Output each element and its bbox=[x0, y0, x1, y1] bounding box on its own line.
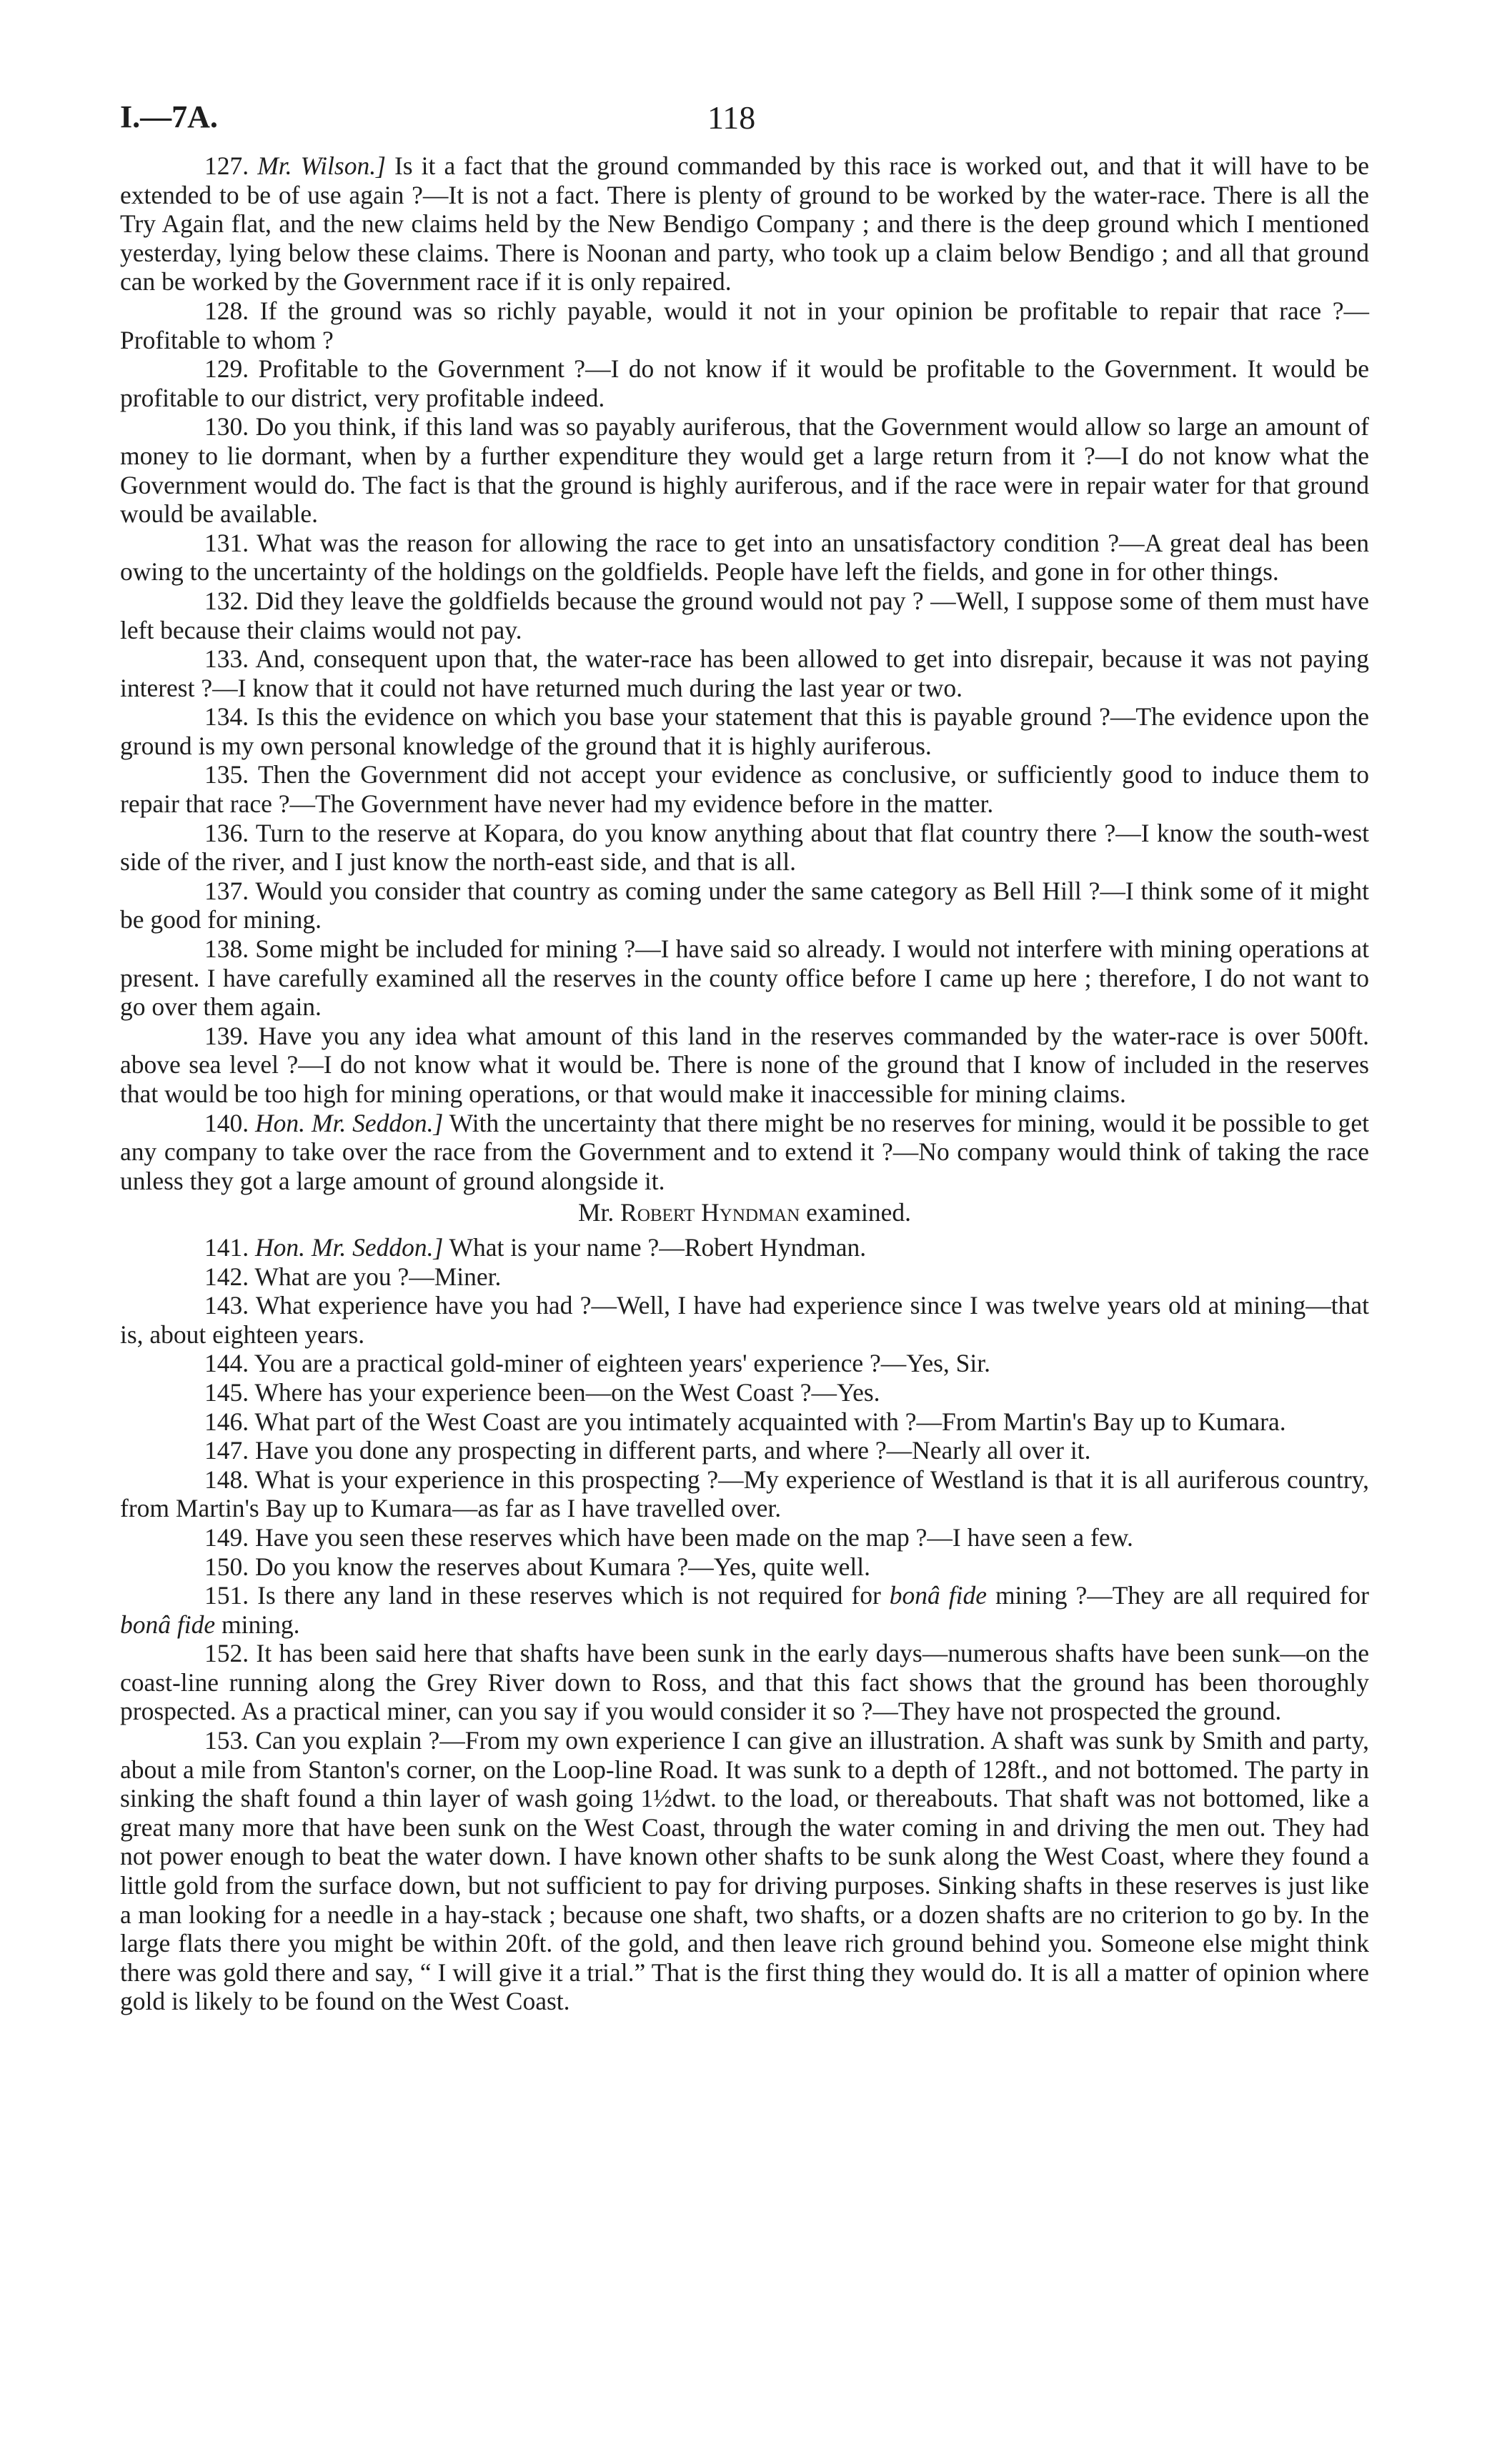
paragraph: 130. Do you think, if this land was so payably auriferous, that the Government would allow so large an amount of money to lie dormant, when by a further expenditure they would get a large return from it ?—I do not know what the Government would do. The fact is that the ground is highly auriferous, and if the race were in repair water for that ground would be available. bbox=[120, 412, 1369, 529]
paragraph: 131. What was the reason for allowing the race to get into an unsatisfactory condition ?—A great deal has been owing to the uncertainty of the holdings on the goldfields. People have left the fields, and gone in for other things. bbox=[120, 528, 1369, 587]
paragraph: 137. Would you consider that country as coming under the same category as Bell Hill ?—I think some of it might be good for mining. bbox=[120, 876, 1369, 934]
paragraph: 148. What is your experience in this prospecting ?—My experience of Westland is that it is all auriferous country, from Martin's Bay up to Kumara—as far as I have travelled over. bbox=[120, 1465, 1369, 1523]
paragraph: 135. Then the Government did not accept your evidence as conclusive, or sufficiently good to induce them to repair that race ?—The Government have never had my evidence before in the matter. bbox=[120, 760, 1369, 819]
speaker: Hon. Mr. Seddon.] bbox=[255, 1232, 444, 1262]
paragraph: 142. What are you ?—Miner. bbox=[204, 1262, 502, 1291]
paragraph: 127. Mr. Wilson.] Is it a fact that the ground commanded by this race is worked out, and that it will have to be extended to be of use again ?—It is not a fact. There is plenty of ground to be worked by the water-race. There is all the Try Again flat, and the new claims held by the New Bendigo Company ; and there is the deep ground which I mentioned yesterday, lying below these claims. There is Noonan and party, who took up a claim below Bendigo ; and all that ground can be worked by the Government race if it is only repaired. bbox=[120, 151, 1370, 296]
witness-heading: Mr. Robert Hyndman examined. bbox=[577, 1198, 912, 1227]
document-body bbox=[120, 151, 1369, 2016]
page-number: 118 bbox=[707, 99, 756, 136]
speaker: Hon. Mr. Seddon.] bbox=[255, 1108, 444, 1137]
paragraph: 132. Did they leave the goldfields because the ground would not pay ? —Well, I suppose some of them must have left because their claims would not pay. bbox=[120, 586, 1369, 644]
paragraph: 146. What part of the West Coast are you intimately acquainted with ?—From Martin's Bay up to Kumara. bbox=[204, 1407, 1286, 1436]
paragraph: 153. Can you explain ?—From my own experience I can give an illustration. A shaft was sunk by Smith and party, about a mile from Stanton's corner, on the Loop-line Road. It was sunk to a depth of 128ft., and not bottomed. The party in sinking the shaft found a thin layer of wash going 1½dwt. to the load, or thereabouts. That shaft was not bottomed, like a great many more that have been sunk on the West Coast, through the water coming in and driving the men out. They had not power enough to beat the water down. I have known other shafts to be sunk along the West Coast, where they found a little gold from the surface down, but not sufficient to pay for driving purposes. Sinking shafts in these reserves is just like a man looking for a needle in a hay-stack ; because one shaft, two shafts, or a dozen shafts are no criterion to go by. In the large flats there you might be within 20ft. of the gold, and then leave rich ground behind you. Someone else might think there was gold there and say, “ I will give it a trial.” That is the first thing they would do. It is all a matter of opinion where gold is likely to be found on the West Coast. bbox=[120, 1726, 1369, 2016]
report-reference: I.—7A. bbox=[120, 99, 218, 134]
paragraph: 128. If the ground was so richly payable, would it not in your opinion be profitable to repair that race ?—Profitable to whom ? bbox=[120, 296, 1369, 354]
paragraph: 129. Profitable to the Government ?—I do not know if it would be profitable to the Government. It would be profitable to our district, very profitable indeed. bbox=[120, 354, 1369, 412]
paragraph: 145. Where has your experience been—on the West Coast ?—Yes. bbox=[204, 1377, 880, 1407]
paragraph: 138. Some might be included for mining ?—I have said so already. I would not interfere with mining operations at present. I have carefully examined all the reserves in the county office before I came up here ; therefore, I do not want to go over them again. bbox=[120, 934, 1369, 1022]
paragraph: 141. Hon. Mr. Seddon.] What is your name ?—Robert Hyndman. bbox=[204, 1232, 867, 1262]
paragraph: 152. It has been said here that shafts have been sunk in the early days—numerous shafts have been sunk—on the coast-line running along the Grey River down to Ross, and that this fact shows that the ground has been thoroughly prospected. As a practical miner, can you say if you would consider it so ?—They have not prospected the ground. bbox=[120, 1639, 1369, 1726]
paragraph: 143. What experience have you had ?—Well, I have had experience since I was twelve years old at mining—that is, about eighteen years. bbox=[120, 1291, 1369, 1349]
witness-name: Robert Hyndman bbox=[620, 1198, 800, 1227]
speaker: Mr. Wilson.] bbox=[257, 151, 386, 180]
paragraph: 147. Have you done any prospecting in different parts, and where ?—Nearly all over it. bbox=[204, 1436, 1091, 1465]
paragraph: 150. Do you know the reserves about Kumara ?—Yes, quite well. bbox=[204, 1552, 871, 1581]
paragraph: 134. Is this the evidence on which you base your statement that this is payable ground ?—The evidence upon the ground is my own personal knowledge of the ground that it is highly auriferous. bbox=[120, 702, 1369, 760]
paragraph: 136. Turn to the reserve at Kopara, do you know anything about that flat country there ?—I know the south-west side of the river, and I just know the north-east side, and that is all. bbox=[120, 818, 1369, 877]
paragraph: 144. You are a practical gold-miner of eighteen years' experience ?—Yes, Sir. bbox=[204, 1349, 990, 1378]
paragraph: 139. Have you any idea what amount of this land in the reserves commanded by the water-race is over 500ft. above sea level ?—I do not know what it would be. There is none of the ground that I know of included in the reserves that would be too high for mining operations, or that would make it inaccessible for mining claims. bbox=[120, 1021, 1369, 1108]
paragraph: 149. Have you seen these reserves which have been made on the map ?—I have seen a few. bbox=[204, 1522, 1133, 1552]
paragraph: 140. Hon. Mr. Seddon.] With the uncertainty that there might be no reserves for mining, would it be possible to get any company to take over the race from the Government and to extend it ?—No company would think of taking the race unless they got a large amount of ground alongside it. bbox=[120, 1108, 1370, 1195]
paragraph: 133. And, consequent upon that, the water-race has been allowed to get into disrepair, because it was not paying interest ?—I know that it could not have returned much during the last year or two. bbox=[120, 644, 1369, 702]
paragraph: 151. Is there any land in these reserves which is not required for bonâ fide mining ?—They are all required for bonâ fide mining. bbox=[120, 1581, 1369, 1639]
